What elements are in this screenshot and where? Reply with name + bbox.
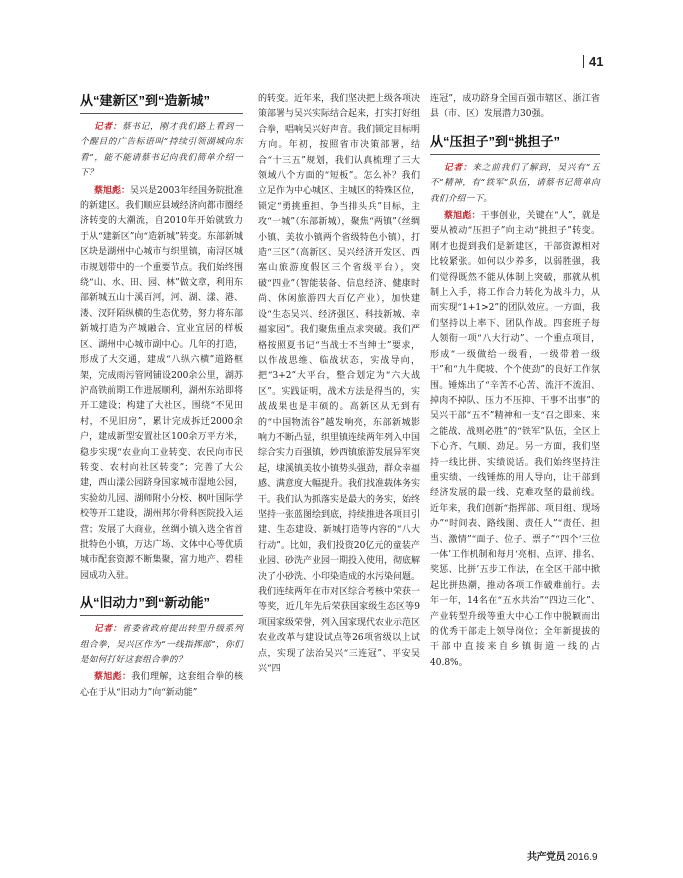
column-1 [80, 92, 243, 701]
question-2 [80, 622, 243, 668]
page-number: 41 [583, 54, 603, 69]
magazine-logo: 共产党员 [527, 852, 565, 863]
answer-text: 干事创业，关键在“人”，就是要从被动“压担子”向主动“挑担子”转变。刚才也提到我们是新建区，干部资源相对比较紧张。如何以少养多，以弱胜强，我们觉得既然不能从体制上突破，那就从机制上入手，将工作合力转化为战斗力，从而实现“1+1>2”的团队效应。一方面，我们坚持以上率下、团队作战。四套班子每人领衔一项“八大行动”、一个重点项目，形成“一级做给一级看，一级带着一级干”和“九牛爬坡、个个使劲”的良好工作氛围。锤炼出了“辛苦不心苦、流汗不流泪、掉肉不掉队、压力不压抑、干事不出事”的吴兴干部“五不”精神和一支“召之即来、来之能战、战则必胜”的“铁军”队伍，全区上下心齐、气顺、劲足。另一方面，我们坚持一线比拼、实绩说话。我们始终坚持注重实绩、一线锤炼的用人导向，让干部到经济发展的最一线、克难攻坚的最前线。近年来，我们创新“指挥部、项目组、现场办”“时间表、路线图、责任人”“责任、担当、激情”“面子、位子、票子”“四个‘三位一体’工作机制和每月‘亮相、点评、排名、奖惩、比拼’五步工作法，在全区干部中掀起比拼热潮，推动各项工作破难前行。去年一年，14名在“五水共治”“四边三化”、产业转型升级等重大中心工作中脱颖而出的优秀干部走上领导岗位；全年新提拔的干部中直接来自乡镇街道一线的占40.8%。 [430, 211, 600, 668]
question-text: 蔡书记，刚才我们路上看到一个醒目的广告标语叫“持续引领湖城向东看”，能不能请蔡书记向我们简单介绍一下？ [80, 122, 244, 179]
question-text: 来之前我们了解到，吴兴有“五不”精神，有“铁军”队伍，请蔡书记简单向我们介绍一下。 [430, 162, 600, 204]
section-heading-take-burden: 从“压担子”到“挑担子” [430, 133, 600, 155]
answer-text: 吴兴是2003年经国务院批准的新建区。我们顺应县域经济向都市圈经济转变的大潮流，自2010年开始就致力于从“建新区”向“造新城”转变。东部新城区块是湖州中心城市与织里镇，南浔区城市规划带中的一个重要节点。我们始终围绕“山、水、田、园、林”做文章，利用东部新城五山十溪百河，河、湖、漾、港、溇、汊阡陌纵横的生态优势，努力将东部新城打造为产城融合、宜业宜居的样板区、湖州中心城市副中心。几年的打造，形成了大交通，建成“八纵六横”道路框架，完成雨污管网铺设200余公里，湖苏沪高铁前期工作进展顺利，湖州东站即将开工建设；构建了大社区，围绕“不见田村，不见旧房”，累计完成拆迁2000余户，建成新型安置社区100余万平方米，稳步实现“农业向工业转变、农民向市民转变、农村向社区转变”；完善了大公建，西山漾公园跻身国家城市湿地公园，实验幼儿园、湖师附小分校、枫叶国际学校等开工建设，湖州邦尔骨科医院投入运营；发展了大商业，丝绸小镇入选全省首批特色小镇，万达广场、文体中心等优质城市配套资源不断集聚，富力地产、碧桂园成功入驻。 [80, 185, 243, 581]
answer-2-end: 连冠”，成功跻身全国百强市辖区、浙江省县（市、区）发展潜力30强。 [430, 94, 600, 120]
answer-3 [430, 209, 600, 671]
section-heading-new-momentum: 从“旧动力”到“新动能” [80, 594, 243, 616]
answer-2-continued: 的转变。近年来，我们坚决把上级各项决策部署与吴兴实际结合起来，打实打好组合拳，唱响吴兴好声音。我们锁定目标明方向。年初，按照省市决策部署，结合“十三五”规划，我们认真梳理了三大领域八个方面的“短板”。怎么补？我们立足作为中心城区、主城区的特殊区位，锁定“勇挑重担、争当排头兵”目标，主攻“一城”（东部新城），聚焦“两镇”（丝绸小镇、美妆小镇两个省级特色小镇），打造“三区”（高新区、吴兴经济开发区、西塞山旅游度假区三个省级平台），突破“四业”（智能装备、信息经济、健康时尚、休闲旅游四大百亿产业），加快建设“生态吴兴、经济强区、科技新城、幸福家园”。我们聚焦重点求突破。我们严格按照夏书记“当战士不当绅士”要求，以作战思维、临战状态，实战导向，把“3+2”大平台，整合划定为“六大战区”。实践证明，战术方法是得当的，实战战果也是丰硕的。高新区从无到有的“中国物流谷”越发响亮，东部新城影响力不断凸显，织里镇连续两年列入中国综合实力百强镇，妙西镇旅游发展异军突起，埭溪镇美妆小镇势头强劲，群众幸福感、满意度大幅提升。我们找准载体务实干。我们认为抓落实是最大的务实，始终坚持一张蓝图绘到底，持续推进各项目引建、生态建设、新城打造等内容的“八大行动”。比如，我们投资20亿元的童装产业园、砂洗产业园一期投入使用，彻底解决了小砂洗、小印染造成的水污染问题。我们连续两年在市对区综合考核中荣获一等奖，近几年先后荣获国家级生态区等9项国家级荣誉，列入国家现代农业示范区农业改革与建设试点等26项省级以上试点，实现了法治吴兴“三连冠”、平安吴兴“四 [258, 94, 421, 675]
column-3 [430, 92, 600, 671]
answer-1 [80, 184, 243, 585]
speaker-reporter: 记者： [94, 624, 123, 635]
question-text: 省委省政府提出转型升级系列组合拳，吴兴区作为“一线指挥部”，你们是如何打好这套组合拳的？ [80, 624, 244, 665]
section-heading-new-city: 从“建新区”到“造新城” [80, 92, 243, 114]
speaker-interviewee: 蔡旭彪： [444, 211, 481, 222]
speaker-reporter: 记者： [94, 122, 123, 132]
question-3 [430, 161, 600, 207]
answer-2-start [80, 670, 243, 701]
speaker-interviewee: 蔡旭彪： [94, 672, 132, 683]
issue-date: 2016.9 [567, 852, 598, 863]
speaker-interviewee: 蔡旭彪： [94, 185, 131, 196]
answer-text: 我们理解，这套组合拳的核心在于从“旧动力”向“新动能” [80, 672, 243, 698]
question-1 [80, 120, 243, 182]
column-2 [258, 92, 420, 677]
speaker-reporter: 记者： [444, 162, 473, 173]
footer [527, 848, 598, 863]
